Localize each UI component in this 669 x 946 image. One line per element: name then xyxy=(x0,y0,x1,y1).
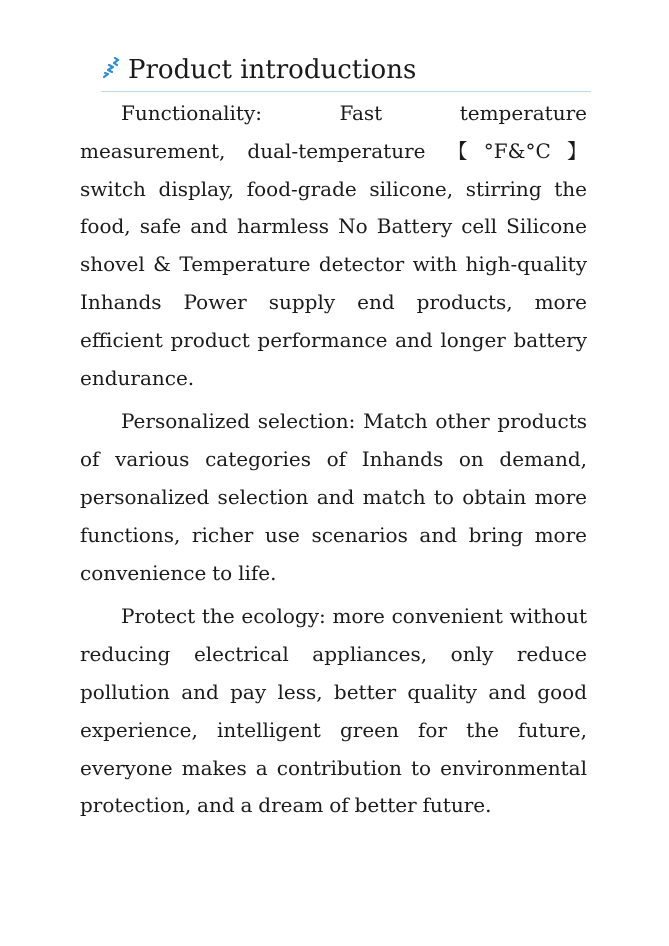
sparkle-zigzag-icon xyxy=(103,57,123,79)
body-text xyxy=(80,95,587,831)
section-heading xyxy=(101,52,591,92)
page-title: Product introductions xyxy=(128,55,417,85)
paragraph-personalized-selection: Personalized selection: Match other products of various categories of Inhands on demand, personalized selection and match to obtain more functions, richer use scenarios and bring more convenience to life. xyxy=(80,409,587,585)
paragraph-protect-ecology: Protect the ecology: more convenient without reducing electrical appliances, only reduce pollution and pay less, better quality and good experience, intelligent green for the future, everyone makes a contribution to environmental protection, and a dream of better future. xyxy=(80,604,587,818)
paragraph-functionality: Functionality: Fast temperature measurement, dual-temperature 【°F&°C】switch display, food-grade silicone, stirring the food, safe and harmless No Battery cell Silicone shovel & Temperature detector with high-quality Inhands Power supply end products, more efficient product performance and longer battery endurance. xyxy=(80,101,587,390)
